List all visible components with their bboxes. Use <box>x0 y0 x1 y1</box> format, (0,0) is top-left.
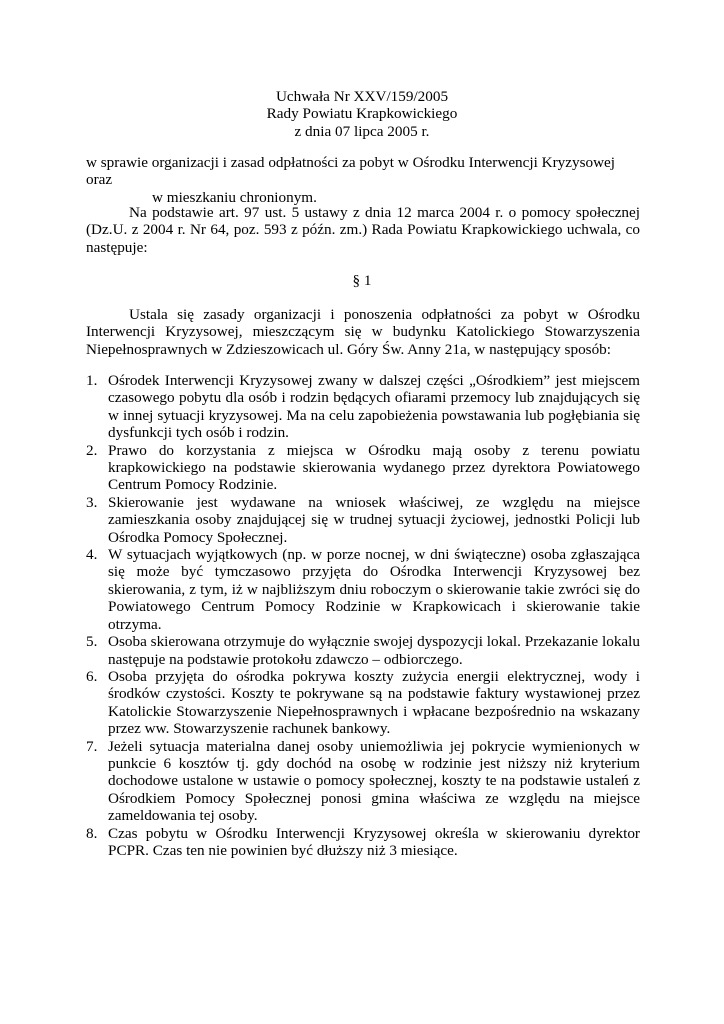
list-item <box>86 825 640 860</box>
resolution-council: Rady Powiatu Krapkowickiego <box>266 105 458 123</box>
resolution-subject <box>86 154 640 206</box>
list-item <box>86 372 640 442</box>
list-item-number: 2. <box>86 441 98 459</box>
list-item-text: Jeżeli sytuacja materialna danej osoby uniemożliwia jej pokrycie wymienionych w punkcie 6 kosztów tj. gdy dochód na osobę w rodzinie jest niższy niż kryterium dochodowe ustalone w ustawie o pomocy społecznej, koszty te na podstawie ustaleń z Ośrodkiem Pomocy Społecznej ponosi gmina właściwa ze względu na miejsce zameldowania tej osoby. <box>108 737 640 825</box>
list-item <box>86 738 640 825</box>
list-item-text: Osoba skierowana otrzymuje do wyłącznie swojej dyspozycji lokal. Przekazanie lokalu następuje na podstawie protokołu zdawczo – odbiorczego. <box>108 633 640 668</box>
legal-basis-paragraph: Na podstawie art. 97 ust. 5 ustawy z dnia 12 marca 2004 r. o pomocy społecznej (Dz.U. z 2004 r. Nr 64, poz. 593 z późn. zm.) Rada Powiatu Krapkowickiego uchwala, co następuje: <box>86 204 640 256</box>
list-item-number: 5. <box>86 633 98 651</box>
list-item <box>86 633 640 668</box>
list-item <box>86 442 640 494</box>
list-item-text: Ośrodek Interwencji Kryzysowej zwany w dalszej części „Ośrodkiem” jest miejscem czasowego pobytu dla osób i rodzin będących ofiarami przemocy lub znajdujących się w innej sytuacji kryzysowej. Ma na celu zapobieżenia powstawania lub pogłębiania się dysfunkcji tych osób i rodzin. <box>108 372 640 442</box>
intro-paragraph: Ustala się zasady organizacji i ponoszenia odpłatności za pobyt w Ośrodku Interwencji Kryzysowej, mieszczącym się w budynku Katolickiego Stowarzyszenia Niepełnosprawnych w Zdzieszowicach ul. Góry Św. Anny 21a, w następujący sposób: <box>86 306 640 358</box>
list-item-number: 7. <box>86 737 98 755</box>
resolution-header <box>0 88 724 140</box>
list-item-number: 3. <box>86 493 98 511</box>
list-item-text: Prawo do korzystania z miejsca w Ośrodku mają osoby z terenu powiatu krapkowickiego na podstawie skierowania wydanego przez dyrektora Powiatowego Centrum Pomocy Rodzinie. <box>108 441 640 494</box>
rules-list <box>86 372 640 859</box>
list-item <box>86 494 640 546</box>
list-item-number: 4. <box>86 546 98 564</box>
list-item-text: W sytuacjach wyjątkowych (np. w porze nocnej, w dni świąteczne) osoba zgłaszająca się może być tymczasowo przyjęta do Ośrodka Interwencji Kryzysowej bez skierowania, z tym, iż w najbliższym dniu roboczym o skierowanie takie zwróci się do Powiatowego Centrum Pomocy Rodzinie w Krapkowicach i skierowanie takie otrzyma. <box>108 546 640 633</box>
list-item-number: 6. <box>86 667 98 685</box>
list-item-number: 8. <box>86 824 98 842</box>
list-item-text: Skierowanie jest wydawane na wniosek właściwej, ze względu na miejsce zamieszkania osoby znajdującej się w trudnej sytuacji życiowej, jednostki Policji lub Ośrodka Pomocy Społecznej. <box>108 493 640 546</box>
subject-line-1: w sprawie organizacji i zasad odpłatności za pobyt w Ośrodku Interwencji Kryzysowej oraz <box>86 154 616 189</box>
resolution-date: z dnia 07 lipca 2005 r. <box>294 122 430 140</box>
list-item-number: 1. <box>86 372 98 389</box>
list-item <box>86 546 640 633</box>
list-item-text: Osoba przyjęta do ośrodka pokrywa koszty zużycia energii elektrycznej, wody i środków czystości. Koszty te pokrywane są na podstawie faktury wystawionej przez Katolickie Stowarzyszenie Niepełnosprawnych i wpłacane bezpośrednio na wskazany przez ww. Stowarzyszenie rachunek bankowy. <box>108 667 640 738</box>
resolution-number: Uchwała Nr XXV/159/2005 <box>275 88 449 105</box>
subject-line-2: w mieszkaniu chronionym. <box>152 188 317 206</box>
section-heading: § 1 <box>352 272 372 289</box>
list-item <box>86 668 640 738</box>
list-item-text: Czas pobytu w Ośrodku Interwencji Kryzysowej określa w skierowaniu dyrektor PCPR. Czas ten nie powinien być dłuższy niż 3 miesiące. <box>108 824 640 859</box>
